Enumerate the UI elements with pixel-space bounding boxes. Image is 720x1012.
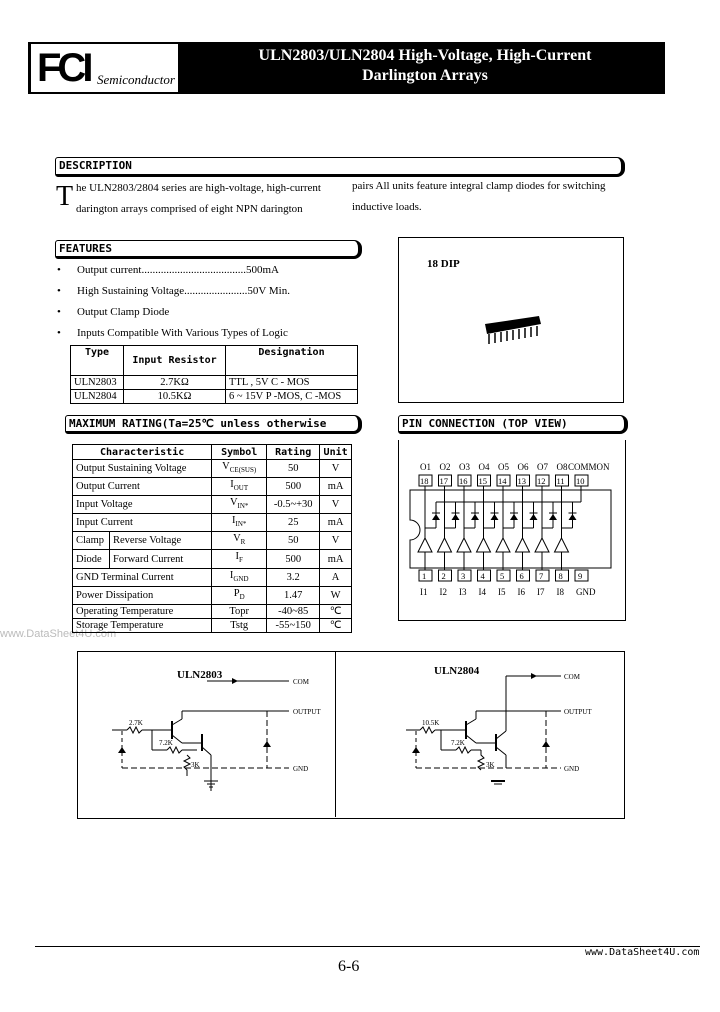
pin-number: 18: [420, 476, 429, 486]
table-row: [71, 376, 358, 390]
cell: Power Dissipation: [73, 586, 212, 604]
table-row: [73, 532, 352, 550]
diode-icon: [510, 514, 518, 520]
logo-mark: FCI: [37, 46, 90, 90]
pin-number: 1: [422, 571, 427, 581]
subscript: D: [239, 592, 245, 601]
cell: 500: [267, 550, 320, 568]
driver-icon: [457, 538, 471, 552]
package-label: 18 DIP: [427, 258, 460, 270]
driver-icon: [477, 538, 491, 552]
pin-label-bottom: I7: [537, 587, 545, 597]
cell: Forward Current: [110, 550, 212, 568]
cell: GND Terminal Current: [73, 568, 212, 586]
diode-icon: [549, 514, 557, 520]
pin-number: 12: [537, 476, 546, 486]
cell: -55~150: [267, 618, 320, 632]
table-row: [73, 460, 352, 478]
diode-icon: [232, 678, 238, 684]
pin-label-top: O8: [556, 462, 568, 472]
table-row: [73, 618, 352, 632]
cell: Input Voltage: [73, 496, 212, 514]
cell: Storage Temperature: [73, 618, 212, 632]
pin-connection-heading: PIN CONNECTION (TOP VIEW): [398, 415, 628, 434]
pin-label-top: O4: [478, 462, 490, 472]
dropcap: T: [56, 181, 74, 212]
table-row: [73, 550, 352, 568]
max-rating-table: [72, 444, 352, 633]
diode-icon: [531, 673, 537, 679]
text-line: pairs All units feature integral clamp diodes for switching: [352, 180, 606, 192]
cell: Topr: [212, 604, 267, 618]
feature-item: • High Sustaining Voltage.......................50V Min.: [57, 281, 357, 302]
pin-label-top: O1: [420, 462, 431, 472]
pin-label-top: COMMON: [568, 462, 610, 472]
pin-number: 15: [478, 476, 487, 486]
resistor-label: 7.2K: [451, 739, 465, 747]
driver-icon: [535, 538, 549, 552]
description-col1: [76, 178, 336, 220]
pin-diagram: [398, 440, 626, 620]
driver-icon: [438, 538, 452, 552]
cell: [212, 478, 267, 496]
cell: -40~85: [267, 604, 320, 618]
col-header: Input Resistor: [124, 346, 226, 376]
cell: Operating Temperature: [73, 604, 212, 618]
cell: Output Current: [73, 478, 212, 496]
symbol: I: [229, 569, 234, 581]
resistor-label: 3K: [191, 761, 200, 769]
pin-label-top: O7: [537, 462, 548, 472]
col-header: Type: [71, 346, 124, 376]
symbol: V: [229, 497, 238, 509]
col-header: Designation: [226, 346, 358, 376]
watermark: www.DataSheet4U.com: [0, 628, 117, 640]
symbol: V: [233, 533, 241, 545]
pin-number: 7: [539, 571, 544, 581]
features-heading: FEATURES: [55, 240, 362, 259]
symbol: V: [222, 461, 230, 472]
feature-item: • Inputs Compatible With Various Types of Logic: [57, 323, 357, 344]
resistor-label: 2.7K: [129, 719, 143, 727]
output-label: OUTPUT: [293, 708, 321, 716]
table-row: [73, 496, 352, 514]
pin-label-bottom: I1: [420, 587, 428, 597]
feature-item: • Output Clamp Diode: [57, 302, 357, 323]
table-row: [71, 390, 358, 404]
subscript: GND: [233, 574, 249, 583]
pin-number: 10: [576, 476, 585, 486]
symbol: I: [235, 551, 239, 563]
cell: Reverse Voltage: [110, 532, 212, 550]
driver-icon: [555, 538, 569, 552]
pin-label-top: O6: [517, 462, 529, 472]
cell: [212, 568, 267, 586]
pin-number: 9: [578, 571, 583, 581]
pin-number: 4: [480, 571, 485, 581]
footer-site: www.DataSheet4U.com: [585, 947, 700, 958]
diode-icon: [118, 747, 126, 753]
page-number: 6-6: [338, 958, 360, 975]
cell: ℃: [320, 618, 352, 632]
uln2803-schematic: [77, 651, 335, 817]
gnd-label: GND: [564, 765, 580, 773]
pin-number: 16: [459, 476, 468, 486]
pin-label-top: O2: [439, 462, 451, 472]
document-title: [190, 46, 660, 86]
cell: V: [320, 532, 352, 550]
output-label: OUTPUT: [564, 708, 592, 716]
pin-label-bottom: I2: [439, 587, 447, 597]
cell: [212, 460, 267, 478]
cell: ℃: [320, 604, 352, 618]
diode-icon: [491, 514, 499, 520]
driver-icon: [418, 538, 432, 552]
cell: [212, 532, 267, 550]
com-label: COM: [293, 678, 309, 686]
cell: mA: [320, 478, 352, 496]
cell: 50: [267, 460, 320, 478]
col-header: Rating: [267, 445, 320, 460]
subscript: R: [240, 538, 246, 547]
table-row: [73, 604, 352, 618]
pin-label-top: O5: [498, 462, 509, 472]
table-row: [73, 586, 352, 604]
cell: 6 ~ 15V P -MOS, C -MOS: [226, 390, 358, 404]
text-line: he ULN2803/2804 series are high-voltage, high-current: [76, 182, 321, 194]
pin-number: 5: [500, 571, 505, 581]
schematic-title: ULN2803: [177, 669, 223, 681]
subscript: F: [239, 556, 243, 565]
driver-icon: [516, 538, 530, 552]
cell: Input Current: [73, 514, 212, 532]
pin-label-bottom: I8: [556, 587, 564, 597]
cell: 1.47: [267, 586, 320, 604]
cell: W: [320, 586, 352, 604]
subscript: IN*: [237, 502, 249, 511]
cell: ULN2803: [71, 376, 124, 390]
cell: 50: [267, 532, 320, 550]
features-list: [57, 260, 357, 344]
diode-icon: [471, 514, 479, 520]
logo-subtitle: Semiconductor: [97, 72, 175, 87]
resistor-label: 3K: [486, 761, 495, 769]
cell: 500: [267, 478, 320, 496]
pin-number: 6: [519, 571, 524, 581]
pin-number: 13: [517, 476, 526, 486]
title-line-2: Darlington Arrays: [362, 67, 488, 84]
schematic-title: ULN2804: [434, 665, 480, 677]
cell: [212, 514, 267, 532]
uln2804-schematic: [336, 651, 623, 817]
cell: 25: [267, 514, 320, 532]
pin-label-bottom: I4: [478, 587, 486, 597]
pin-label-bottom: GND: [576, 587, 596, 597]
cell: Clamp: [73, 532, 110, 550]
col-header: Symbol: [212, 445, 267, 460]
cell: 10.5KΩ: [124, 390, 226, 404]
cell: 2.7KΩ: [124, 376, 226, 390]
cell: A: [320, 568, 352, 586]
pin-number: 2: [441, 571, 446, 581]
feature-item: • Output current......................................500mA: [57, 260, 357, 281]
subscript: CE(SUS): [229, 466, 257, 475]
com-label: COM: [564, 673, 580, 681]
description-col2: [352, 176, 632, 218]
driver-icon: [496, 538, 510, 552]
dip-package-image: [479, 310, 549, 350]
pin-label-bottom: I5: [498, 587, 506, 597]
package-box: [398, 237, 624, 403]
cell: V: [320, 496, 352, 514]
diode-icon: [412, 747, 420, 753]
logo: [31, 44, 178, 92]
pin-number: 11: [556, 476, 565, 486]
pin-label-bottom: I3: [459, 587, 467, 597]
symbol: I: [230, 479, 234, 491]
symbol: I: [232, 515, 236, 527]
cell: [212, 550, 267, 568]
symbol: P: [233, 587, 240, 599]
cell: Diode: [73, 550, 110, 568]
cell: Output Sustaining Voltage: [73, 460, 212, 478]
type-table: [70, 345, 358, 404]
diode-icon: [542, 741, 550, 747]
cell: V: [320, 460, 352, 478]
text-line: darington arrays comprised of eight NPN darington: [76, 203, 303, 215]
table-row: [73, 514, 352, 532]
title-line-1: ULN2803/ULN2804 High-Voltage, High-Current: [258, 47, 592, 64]
subscript: IN*: [235, 520, 247, 529]
cell: mA: [320, 550, 352, 568]
gnd-label: GND: [293, 765, 309, 773]
resistor-label: 10.5K: [422, 719, 440, 727]
resistor-label: 7.2K: [159, 739, 173, 747]
cell: [212, 586, 267, 604]
diode-icon: [569, 514, 577, 520]
text-line: inductive loads.: [352, 201, 422, 213]
max-rating-heading: MAXIMUM RATING(Ta=25℃ unless otherwise: [65, 415, 362, 434]
description-heading: DESCRIPTION: [55, 157, 625, 177]
cell: mA: [320, 514, 352, 532]
diode-icon: [432, 514, 440, 520]
pin-label-bottom: I6: [517, 587, 525, 597]
subscript: OUT: [233, 484, 249, 493]
diode-icon: [530, 514, 538, 520]
col-header: Unit: [320, 445, 352, 460]
cell: Tstg: [212, 618, 267, 632]
cell: ULN2804: [71, 390, 124, 404]
pin-number: 8: [558, 571, 563, 581]
pin-number: 17: [439, 476, 448, 486]
table-row: [73, 568, 352, 586]
cell: -0.5~+30: [267, 496, 320, 514]
table-row: [73, 478, 352, 496]
diode-icon: [452, 514, 460, 520]
cell: [212, 496, 267, 514]
cell: TTL , 5V C - MOS: [226, 376, 358, 390]
pin-number: 3: [461, 571, 466, 581]
pin-label-top: O3: [459, 462, 470, 472]
pin-number: 14: [498, 476, 507, 486]
diode-icon: [263, 741, 271, 747]
col-header: Characteristic: [73, 445, 212, 460]
cell: 3.2: [267, 568, 320, 586]
